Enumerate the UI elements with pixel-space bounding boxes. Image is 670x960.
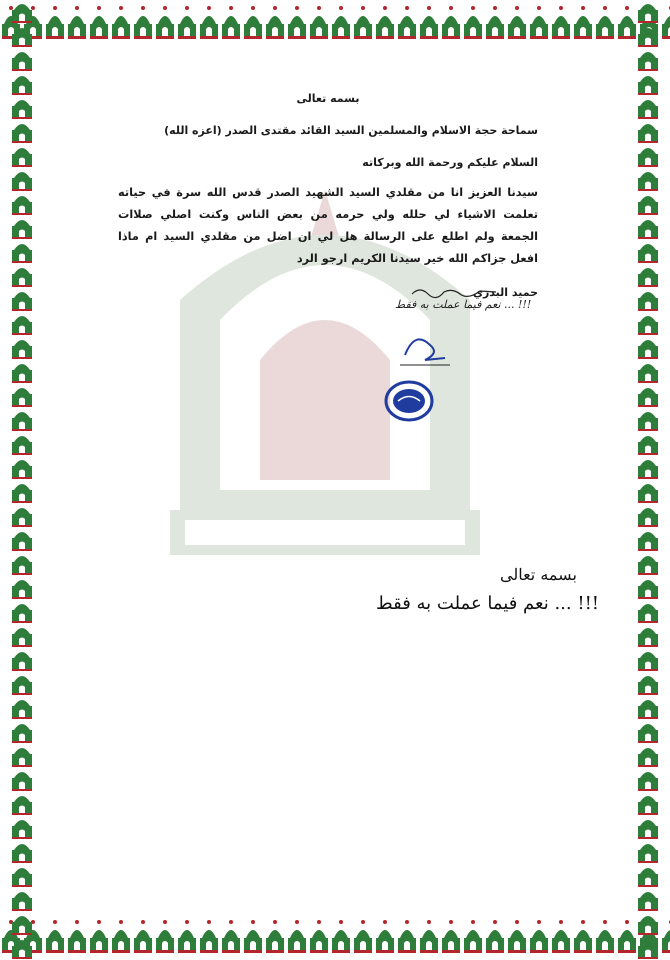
letter-signer: حميد البدري xyxy=(472,286,538,299)
border-left-pattern xyxy=(0,0,44,960)
reply-title: بسمه تعالى xyxy=(500,565,577,584)
letter-greeting: السلام عليكم ورحمة الله وبركاته xyxy=(362,156,538,169)
handwritten-note: !!! ... نعم فيما عملت به فقط xyxy=(395,298,532,311)
letter-body: سيدنا العزيز انا من مقلدي السيد الشهيد الصدر قدس الله سرة في حياته تعلمت الاشياء لي حلله ولي حرمه من بعض الناس وكنت اصلي صلاات الجمعة ولم اطلع على الرسالة هل لي ان اضل من مقلدي السيد ام ماذا افعل جزاكم الله خير سيدنا الكريم ارجو الرد xyxy=(118,186,538,265)
reply-text: !!! ... نعم فيما عملت به فقط xyxy=(376,593,600,614)
border-right-pattern xyxy=(626,0,670,960)
border-top-pattern xyxy=(0,0,670,44)
border-right xyxy=(626,0,670,960)
border-bottom xyxy=(0,914,670,960)
border-bottom-pattern xyxy=(0,914,670,960)
border-left xyxy=(0,0,44,960)
letter-basmala: بسمه تعالى xyxy=(296,92,360,105)
reply-signature-icon xyxy=(395,325,455,370)
letter-addressee: سماحة حجة الاسلام والمسلمين السيد القائد مقتدى الصدر (اعزه الله) xyxy=(164,124,538,137)
border-top xyxy=(0,0,670,44)
seal-stamp-icon xyxy=(384,380,434,422)
